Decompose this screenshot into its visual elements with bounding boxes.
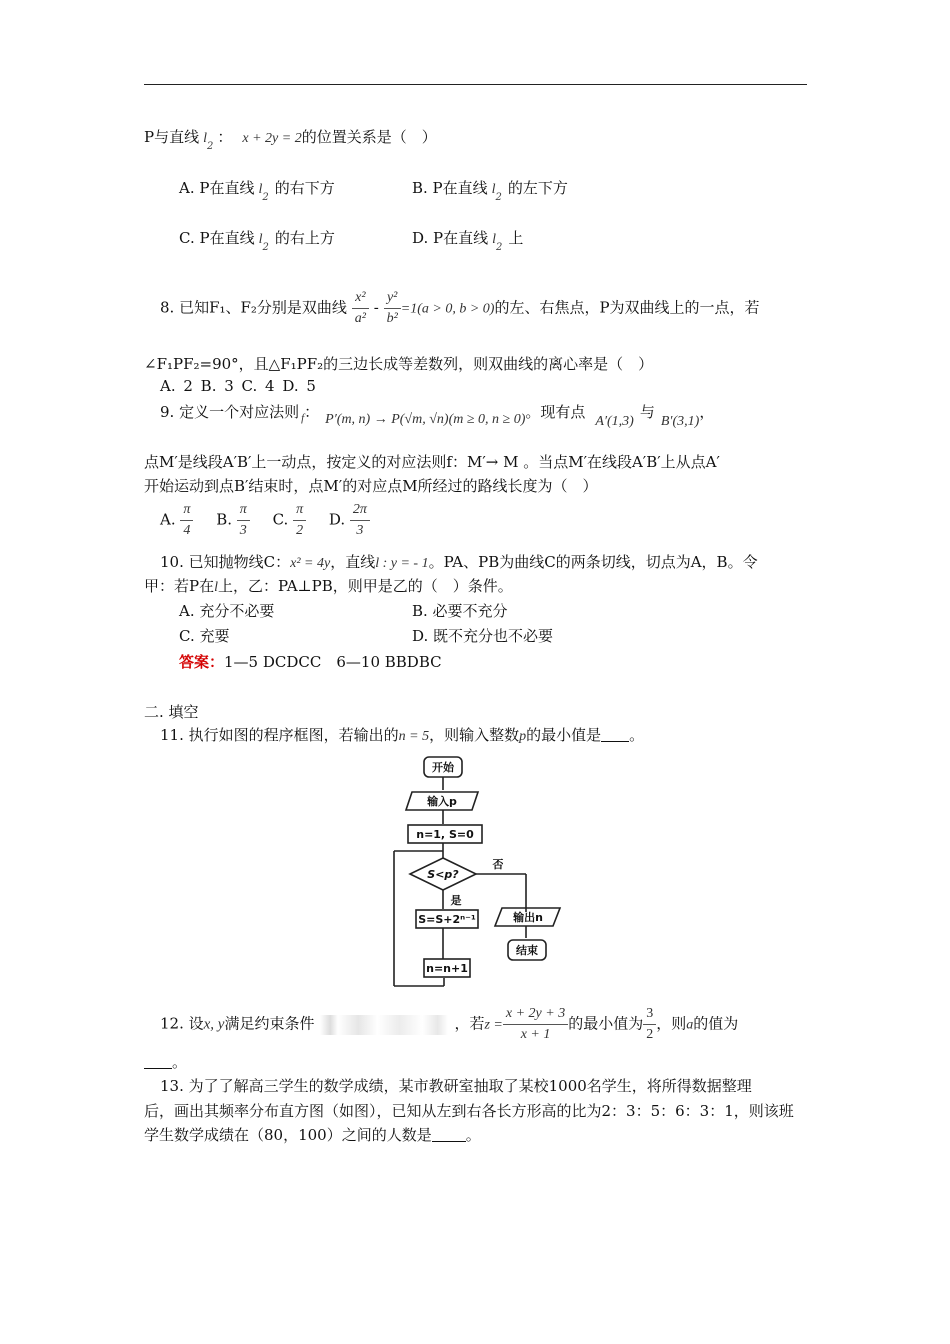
q7-stem-suffix: 的位置关系是（ ） bbox=[301, 128, 437, 146]
q11-eq: n = 5 bbox=[398, 729, 430, 744]
q9-stem: 9. 定义一个对应法则 $_f$： P′(m, n) → P(√m, √n)(m ≥ 0, n ≥ 0)。现有点A′(1,3)与B′(3,1)， bbox=[160, 403, 715, 429]
q8-fraction-x: $\frac{\text{x²}}{\text{a²}}$ bbox=[352, 288, 369, 329]
q13-answer-blank bbox=[432, 1127, 466, 1142]
answer-text: 1—5 DCDCC 6—10 BBDBC bbox=[224, 653, 442, 671]
flowchart-start-label: 开始 bbox=[432, 761, 454, 774]
q11-stem: 11. 执行如图的程序框图，若输出的n = 5，则输入整数p的最小值是 。 bbox=[160, 726, 645, 744]
q7-option-c-prefix: C. P在直线 bbox=[179, 229, 255, 247]
q7-stem bbox=[144, 126, 437, 152]
q7-colon: ： bbox=[217, 128, 233, 146]
q7-option-d: D. P在直线 $l_2$上 bbox=[412, 229, 524, 253]
header-rule bbox=[144, 84, 807, 85]
line-l-subscript: 2 bbox=[206, 141, 214, 152]
flowchart-yes-label: 是 bbox=[450, 894, 462, 907]
q13-line3: 学生数学成绩在（80，100）之间的人数是 。 bbox=[144, 1126, 481, 1144]
q9-line3: 开始运动到点B′结束时，点M′的对应点M所经过的路线长度为（ ） bbox=[144, 477, 598, 495]
q7-option-b-suffix: 的左下方 bbox=[507, 179, 568, 197]
q10-parabola-eq: x² = 4y bbox=[290, 556, 331, 571]
flowchart-decision-label: S<p? bbox=[427, 868, 459, 881]
answer-line bbox=[179, 651, 442, 672]
q8-prefix: 8. 已知F₁、F₂分别是双曲线 bbox=[160, 298, 347, 317]
flowchart-output-label: 输出n bbox=[513, 911, 543, 924]
q7-stem-prefix: P与直线 bbox=[144, 128, 200, 146]
q12-fraction-z: $\frac{x + 2y + 3}{x + 1}$ bbox=[503, 1004, 568, 1045]
q12-line2: 。 bbox=[144, 1051, 187, 1072]
q7-equation: x + 2y = 2 bbox=[242, 131, 302, 146]
flowchart-input-label: 输入p bbox=[427, 795, 457, 808]
q9-option-b-frac: $\frac{\pi}{3}$ bbox=[237, 500, 250, 541]
answer-label: 答案： bbox=[179, 653, 225, 671]
flowchart-no-label: 否 bbox=[492, 858, 504, 871]
q10-option-a: A. 充分不必要 bbox=[179, 602, 275, 620]
flowchart-update-n-label: n=n+1 bbox=[426, 962, 468, 975]
section-title-fill-blank: 二. 填空 bbox=[144, 703, 199, 721]
q9-options: A. $\frac{\pi}{4}$ B. $\frac{\pi}{3}$ C. $\frac{\pi}{2}$ D. $\frac{2\pi}{3}$ bbox=[160, 500, 370, 541]
q13-line2: 后，画出其频率分布直方图（如图），已知从左到右各长方形高的比为2：3：5：6：3：1，则该班 bbox=[144, 1102, 794, 1120]
q10-line-eq: l : y = - 1 bbox=[375, 556, 429, 571]
q8-eq-tail: =1(a > 0, b > 0) bbox=[400, 301, 495, 317]
q7-option-d-prefix: D. P在直线 bbox=[412, 229, 489, 247]
q9-prefix: 9. 定义一个对应法则 bbox=[160, 403, 300, 421]
q7-option-c-suffix: 的右上方 bbox=[274, 229, 335, 247]
line-l-label: l bbox=[203, 131, 207, 146]
q9-line2: 点M′是线段A′B′上一动点，按定义的对应法则f：M′→ M 。当点M′在线段A′B′上从点A′ bbox=[144, 453, 720, 471]
q7-option-d-suffix: 上 bbox=[508, 229, 524, 247]
q12-min-value: $\frac{3}{2}$ bbox=[643, 1004, 656, 1045]
q13-line1: 13. 为了了解高三学生的数学成绩，某市教研室抽取了某校1000名学生，将所得数据整理 bbox=[160, 1077, 752, 1095]
q8-options: A. 2 B. 3 C. 4 D. 5 bbox=[160, 377, 316, 395]
q9-option-a-frac: $\frac{\pi}{4}$ bbox=[180, 500, 193, 541]
q11-answer-blank bbox=[601, 727, 629, 742]
q7-option-a-prefix: A. P在直线 bbox=[179, 179, 255, 197]
q8-stem: 8. 已知F₁、F₂分别是双曲线 $\frac{\text{x²}}{\text{a²}}$ - $\frac{\text{y²}}{\text{b²}}$ =1(a > 0, b > 0)的左、右焦点，P为双曲线上的一点，若 bbox=[160, 288, 760, 329]
flowchart-update-s-label: S=S+2ⁿ⁻¹ bbox=[418, 913, 476, 926]
q9-mapping: P′(m, n) → P(√m, √n)(m ≥ 0, n ≥ 0) bbox=[325, 412, 526, 427]
q8-line2: ∠F₁PF₂=90°，且△F₁PF₂的三边长成等差数列，则双曲线的离心率是（ ） bbox=[144, 355, 654, 373]
q7-option-b-prefix: B. P在直线 bbox=[412, 179, 488, 197]
q7-option-c: C. P在直线 $l_2$的右上方 bbox=[179, 229, 335, 253]
q10-option-c: C. 充要 bbox=[179, 627, 230, 645]
q10-line2: 甲：若P在l上，乙：PA⊥PB，则甲是乙的（ ）条件。 bbox=[144, 577, 513, 595]
q7-option-a: A. P在直线 $l_2$的右下方 bbox=[179, 179, 335, 203]
q12-stem: 12. 设x, y满足约束条件 ，若z = $\frac{x + 2y + 3}{x + 1}$ 的最小值为 $\frac{3}{2}$ ，则a的值为 bbox=[160, 1004, 738, 1045]
q8-fraction-y: $\frac{\text{y²}}{\text{b²}}$ bbox=[384, 288, 401, 329]
q7-option-b: B. P在直线 $l_2$的左下方 bbox=[412, 179, 568, 203]
q10-option-d: D. 既不充分也不必要 bbox=[412, 627, 554, 645]
q7-option-a-suffix: 的右下方 bbox=[274, 179, 335, 197]
flowchart-end-label: 结束 bbox=[516, 944, 538, 957]
q9-option-c-frac: $\frac{\pi}{2}$ bbox=[293, 500, 306, 541]
flowchart-init-label: n=1, S=0 bbox=[416, 828, 474, 841]
q10-option-b: B. 必要不充分 bbox=[412, 602, 508, 620]
q8-suffix: 的左、右焦点，P为双曲线上的一点，若 bbox=[494, 298, 760, 317]
q12-constraint-image bbox=[320, 1015, 448, 1035]
q9-point-b: B′(3,1) bbox=[660, 414, 700, 429]
q12-answer-blank bbox=[144, 1054, 172, 1069]
flowchart bbox=[380, 752, 580, 992]
q10-line1: 10. 已知抛物线C：x² = 4y，直线l : y = - 1。PA、PB为曲线C的两条切线，切点为A，B。令 bbox=[160, 553, 758, 571]
q9-option-d-frac: $\frac{2\pi}{3}$ bbox=[350, 500, 370, 541]
q9-point-a: A′(1,3) bbox=[595, 414, 634, 429]
